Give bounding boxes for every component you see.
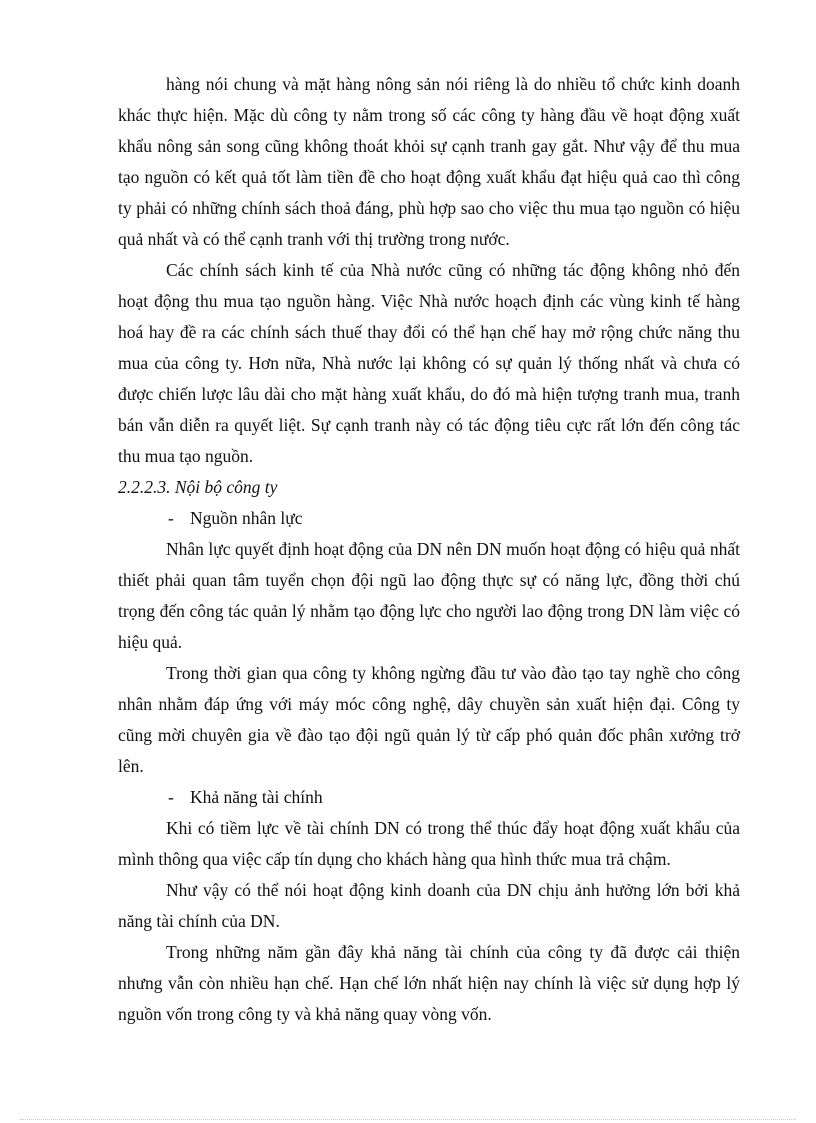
bullet-human-resources <box>118 503 740 534</box>
bullet-dash: - <box>168 508 174 528</box>
paragraph-financial-potential: Khi có tiềm lực về tài chính DN có trong thể thúc đẩy hoạt động xuất khẩu của mình thông qua việc cấp tín dụng cho khách hàng qua hình thức mua trả chậm. <box>118 818 740 869</box>
paragraph-competition: hàng nói chung và mặt hàng nông sản nói riêng là do nhiều tổ chức kinh doanh khác thực hiện. Mặc dù công ty nằm trong số các công ty hàng đầu về hoạt động xuất khẩu nông sản song cũng không thoát khỏi sự cạnh tranh gay gắt. Như vậy để thu mua tạo nguồn có kết quả tốt làm tiền đề cho hoạt động xuất khẩu đạt hiệu quả cao thì công ty phải có những chính sách thoả đáng, phù hợp sao cho việc thu mua tạo nguồn có hiệu quả nhất và có thể cạnh tranh với thị trường trong nước. <box>118 74 740 249</box>
paragraph-financial-improvement: Trong những năm gần đây khả năng tài chính của công ty đã được cải thiện nhưng vẫn còn nhiều hạn chế. Hạn chế lớn nhất hiện nay chính là việc sử dụng hợp lý nguồn vốn trong công ty và khả năng quay vòng vốn. <box>118 942 740 1024</box>
section-heading: 2.2.2.3. Nội bộ công ty <box>118 477 278 497</box>
page-bottom-rule <box>20 1119 796 1120</box>
paragraph-human-resources: Nhân lực quyết định hoạt động của DN nên DN muốn hoạt động có hiệu quả nhất thiết phải quan tâm tuyển chọn đội ngũ lao động thực sự có năng lực, đồng thời chú trọng đến công tác quản lý nhằm tạo động lực cho người lao động trong DN làm việc có hiệu quả. <box>118 539 740 652</box>
document-body <box>118 69 740 1030</box>
paragraph-training: Trong thời gian qua công ty không ngừng đầu tư vào đào tạo tay nghề cho công nhân nhằm đáp ứng với máy móc công nghệ, dây chuyền sản xuất hiện đại. Công ty cũng mời chuyên gia về đào tạo đội ngũ quản lý từ cấp phó quản đốc phân xưởng trở lên. <box>118 663 740 776</box>
bullet-financial-capacity <box>118 782 740 813</box>
paragraph-state-policy: Các chính sách kinh tế của Nhà nước cũng có những tác động không nhỏ đến hoạt động thu mua tạo nguồn hàng. Việc Nhà nước hoạch định các vùng kinh tế hàng hoá hay đề ra các chính sách thuế thay đổi có thể hạn chế hay mở rộng chức năng thu mua của công ty. Hơn nữa, Nhà nước lại không có sự quản lý thống nhất và chưa có được chiến lược lâu dài cho mặt hàng xuất khẩu, do đó mà hiện tượng tranh mua, tranh bán vẫn diễn ra quyết liệt. Sự cạnh tranh này có tác động tiêu cực rất lớn đến công tác thu mua tạo nguồn. <box>118 260 740 466</box>
bullet-label: Nguồn nhân lực <box>190 508 303 528</box>
paragraph-financial-influence: Như vậy có thể nói hoạt động kinh doanh của DN chịu ảnh hưởng lớn bởi khả năng tài chính của DN. <box>118 880 740 931</box>
bullet-label: Khả năng tài chính <box>190 787 323 807</box>
bullet-dash: - <box>168 787 174 807</box>
